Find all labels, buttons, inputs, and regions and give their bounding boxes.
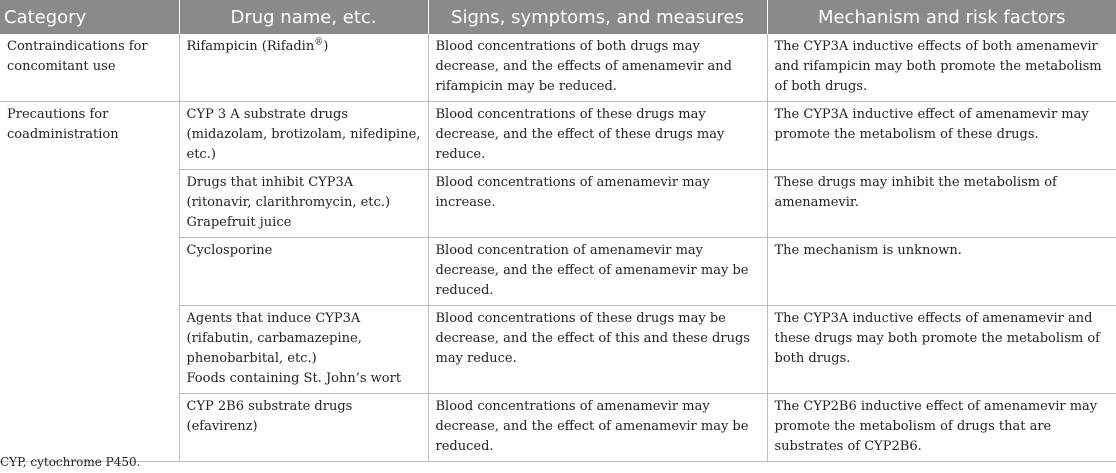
drug-name-text: Drugs that inhibit CYP3A (ritonavir, clarithromycin, etc.) (186, 175, 391, 210)
drug-name-text: CYP 2B6 substrate drugs (efavirenz) (186, 399, 353, 434)
table-row (0, 102, 1116, 170)
mechanism-cell: The CYP3A inductive effects of amenamevir and these drugs may both promote the metabolism of both drugs. (767, 306, 1116, 394)
header-signs: Signs, symptoms, and measures (428, 0, 767, 34)
drug-cell (179, 394, 428, 462)
signs-cell: Blood concentration of amenamevir may decrease, and the effect of amenamevir may be reduced. (428, 238, 767, 306)
drug-cell (179, 34, 428, 102)
drug-cell (179, 238, 428, 306)
table-header-row (0, 0, 1116, 34)
drug-cell (179, 170, 428, 238)
signs-cell: Blood concentrations of these drugs may be decrease, and the effect of this and these drugs may reduce. (428, 306, 767, 394)
mechanism-cell: The CYP3A inductive effects of both amenamevir and rifampicin may both promote the metabolism of both drugs. (767, 34, 1116, 102)
drug-name-text: Agents that induce CYP3A (rifabutin, carbamazepine, phenobarbital, etc.) (186, 311, 362, 366)
signs-cell: Blood concentrations of amenamevir may decrease, and the effect of amenamevir may be reduced. (428, 394, 767, 462)
drug-name-text: CYP 3 A substrate drugs (midazolam, brotizolam, nifedipine, etc.) (186, 107, 421, 162)
header-category: Category (0, 0, 179, 34)
drug-cell (179, 306, 428, 394)
mechanism-cell: The CYP3A inductive effect of amenamevir may promote the metabolism of these drugs. (767, 102, 1116, 170)
drug-name-text: Foods containing St. John’s wort (186, 371, 402, 386)
drug-name-text: Cyclosporine (186, 243, 273, 258)
category-cell: Precautions for coadministration (0, 102, 179, 462)
drug-name-text: Grapefruit juice (186, 215, 292, 230)
table-footnote: CYP, cytochrome P450. (0, 455, 141, 469)
signs-cell: Blood concentrations of amenamevir may increase. (428, 170, 767, 238)
mechanism-cell: The CYP2B6 inductive effect of amenamevir may promote the metabolism of drugs that are substrates of CYP2B6. (767, 394, 1116, 462)
header-drug-name: Drug name, etc. (179, 0, 428, 34)
drug-name-text: Rifampicin (Rifadin (186, 39, 315, 54)
mechanism-cell: The mechanism is unknown. (767, 238, 1116, 306)
table-row (0, 34, 1116, 102)
signs-cell: Blood concentrations of both drugs may decrease, and the effects of amenamevir and rifampicin may be reduced. (428, 34, 767, 102)
signs-cell: Blood concentrations of these drugs may decrease, and the effect of these drugs may reduce. (428, 102, 767, 170)
header-mechanism: Mechanism and risk factors (767, 0, 1116, 34)
category-cell: Contraindications for concomitant use (0, 34, 179, 102)
drug-name-text-end: ) (323, 39, 329, 54)
drug-cell (179, 102, 428, 170)
mechanism-cell: These drugs may inhibit the metabolism of amenamevir. (767, 170, 1116, 238)
registered-mark: ® (314, 37, 324, 48)
